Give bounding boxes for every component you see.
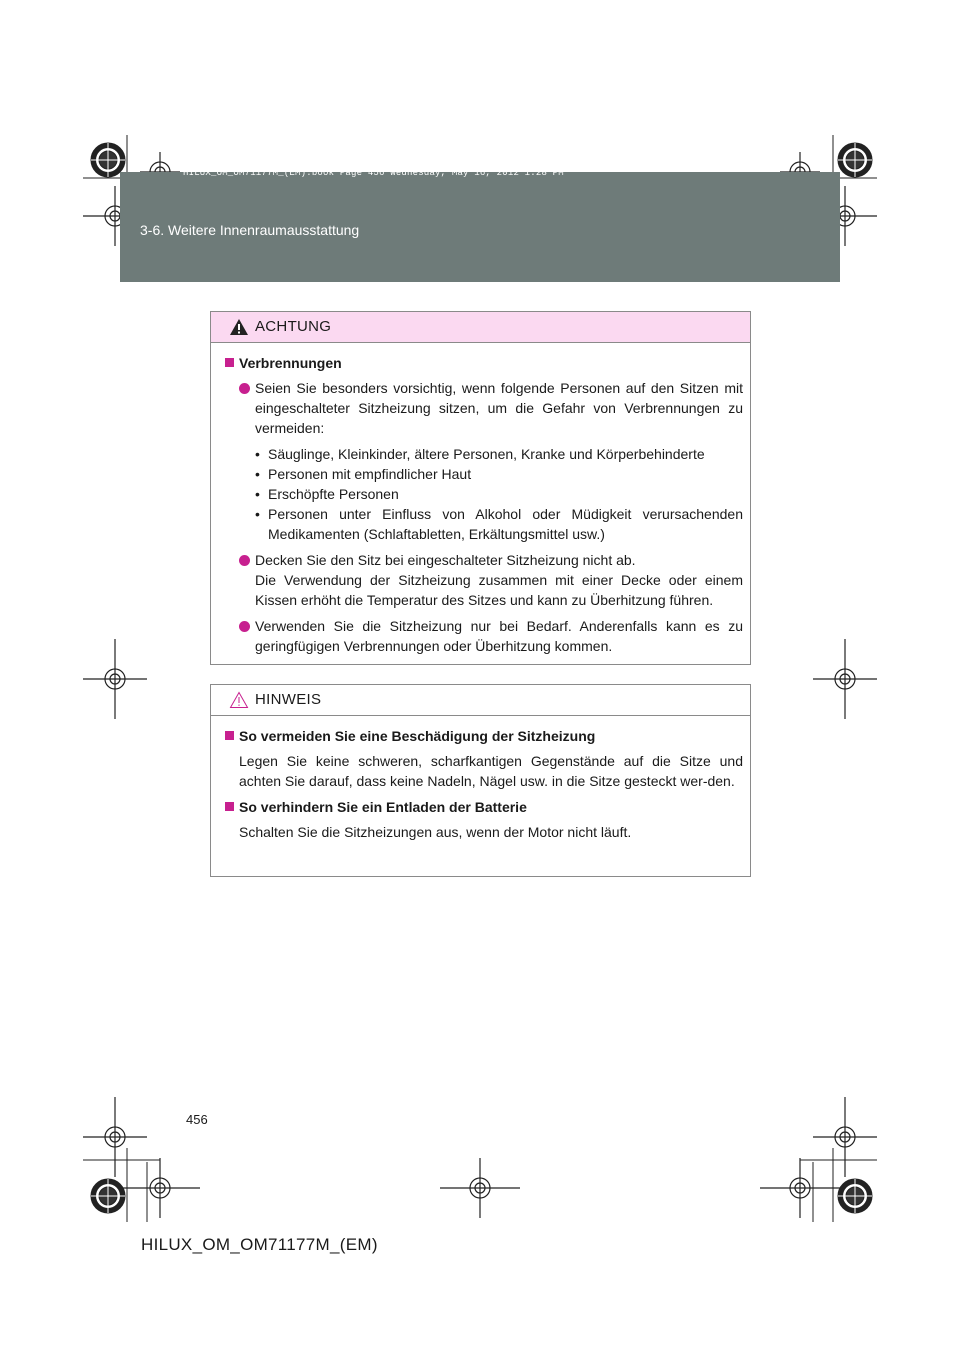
caution-bullet-2-line1: Decken Sie den Sitz bei eingeschalteter Sitzheizung nicht ab. [255,552,636,568]
list-item: • Personen mit empfindlicher Haut [225,464,743,484]
caution-bullet-3: Verwenden Sie die Sitzheizung nur bei Bedarf. Anderenfalls kann es zu geringfügigen Verbrennungen oder Überhitzung kommen. [225,616,743,656]
file-stamp: HILUX_OM_OM71177M_(EM).book Page 456 Wednesday, May 16, 2012 1:28 PM [183,168,564,178]
notice-text-2: Schalten Sie die Sitzheizungen aus, wenn der Motor nicht läuft. [239,824,632,840]
notice-text-1: Legen Sie keine schweren, scharfkantigen Gegenstände auf die Sitze und achten Sie darauf, dass keine Nadeln, Nägel usw. in die Sitze gesteckt wer-den. [239,753,743,789]
section-title: 3-6. Weitere Innenraumausstattung [140,222,360,238]
list-item: • Erschöpfte Personen [225,484,743,504]
caution-heading: Verbrennungen [225,353,743,373]
notice-title: HINWEIS [255,691,322,708]
caution-header [211,312,750,343]
starburst-mark-icon [91,143,872,1213]
page-number: 456 [186,1112,208,1127]
document-id: HILUX_OM_OM71177M_(EM) [141,1235,378,1254]
warning-triangle-icon [229,318,249,336]
notice-box [210,684,751,877]
caution-title: ACHTUNG [255,318,332,335]
caution-box [210,311,751,665]
caution-bullet-1: Seien Sie besonders vorsichtig, wenn folgende Personen auf den Sitzen mit eingeschalteter Sitzheizung sitzen, um die Gefahr von Verbrennungen zu vermeiden: [225,378,743,438]
caution-bullet-2 [225,550,743,610]
warning-triangle-outline-icon [229,691,249,709]
list-item: • Personen unter Einfluss von Alkohol oder Müdigkeit verursachenden Medikamenten (Schlaftabletten, Erkältungsmittel usw.) [225,504,743,544]
list-item: • Säuglinge, Kleinkinder, ältere Personen, Kranke und Körperbehinderte [225,444,743,464]
notice-heading-1: So vermeiden Sie eine Beschädigung der Sitzheizung [225,726,743,746]
caution-person-list [225,444,743,544]
caution-bullet-2-line2: Die Verwendung der Sitzheizung zusammen mit einer Decke oder einem Kissen erhöht die Temperatur des Sitzes und kann zu Überhitzung führen. [255,572,743,608]
notice-heading-2: So verhindern Sie ein Entladen der Batterie [225,797,743,817]
notice-header [211,685,750,716]
